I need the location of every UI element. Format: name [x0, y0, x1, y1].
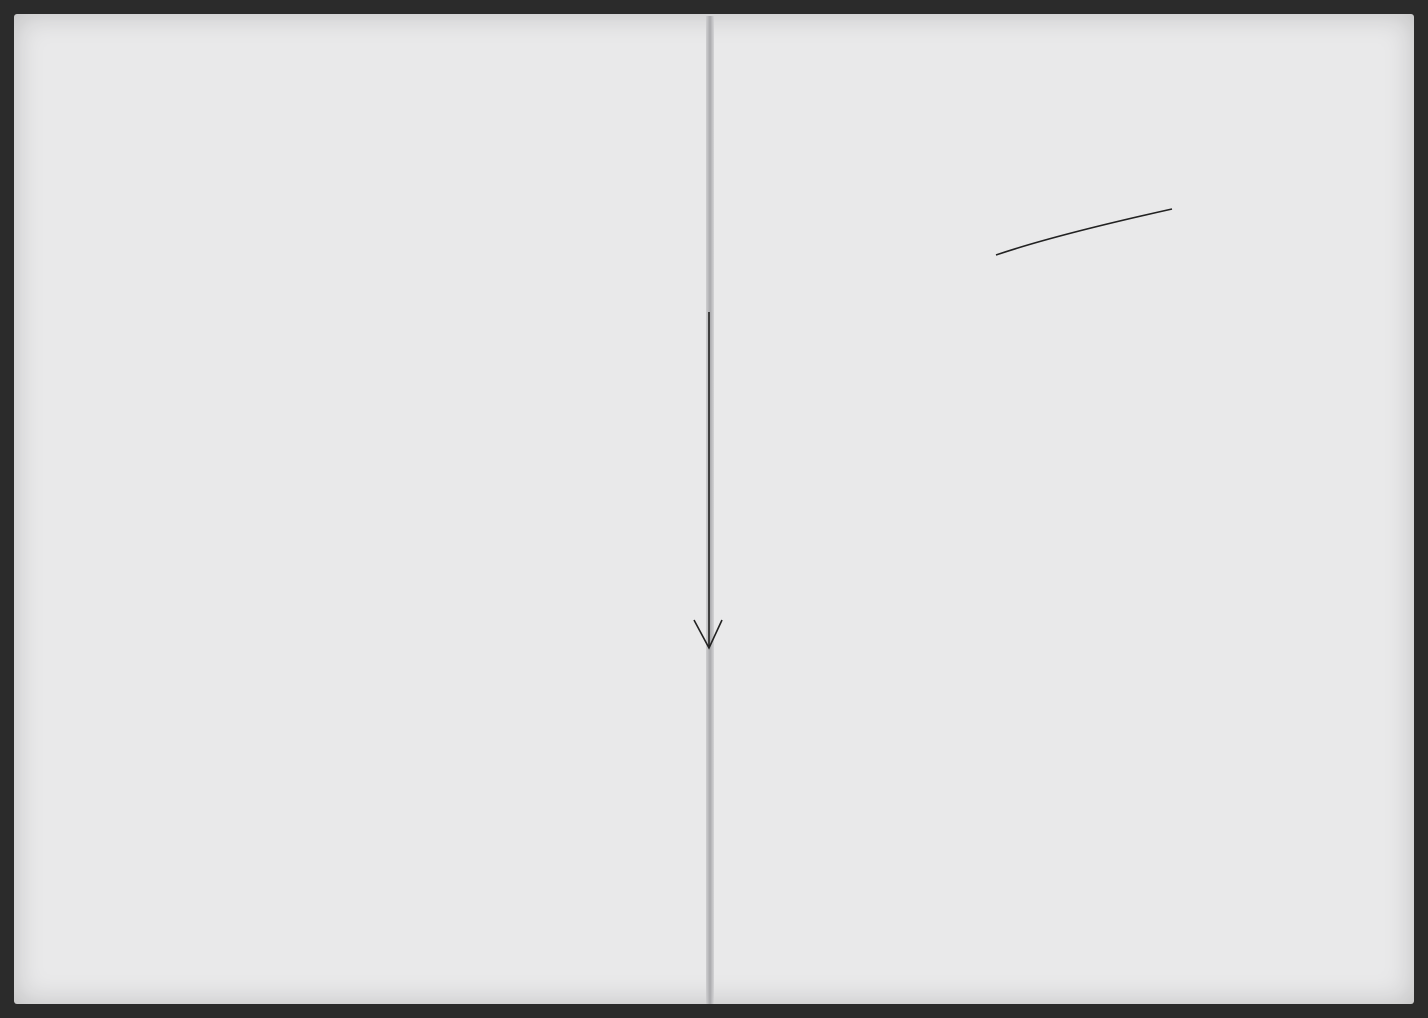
arrow-head — [694, 620, 722, 648]
ditto-stroke — [996, 209, 1172, 255]
header-ref-no-right — [1373, 110, 1389, 180]
header-ref-no — [46, 110, 62, 180]
